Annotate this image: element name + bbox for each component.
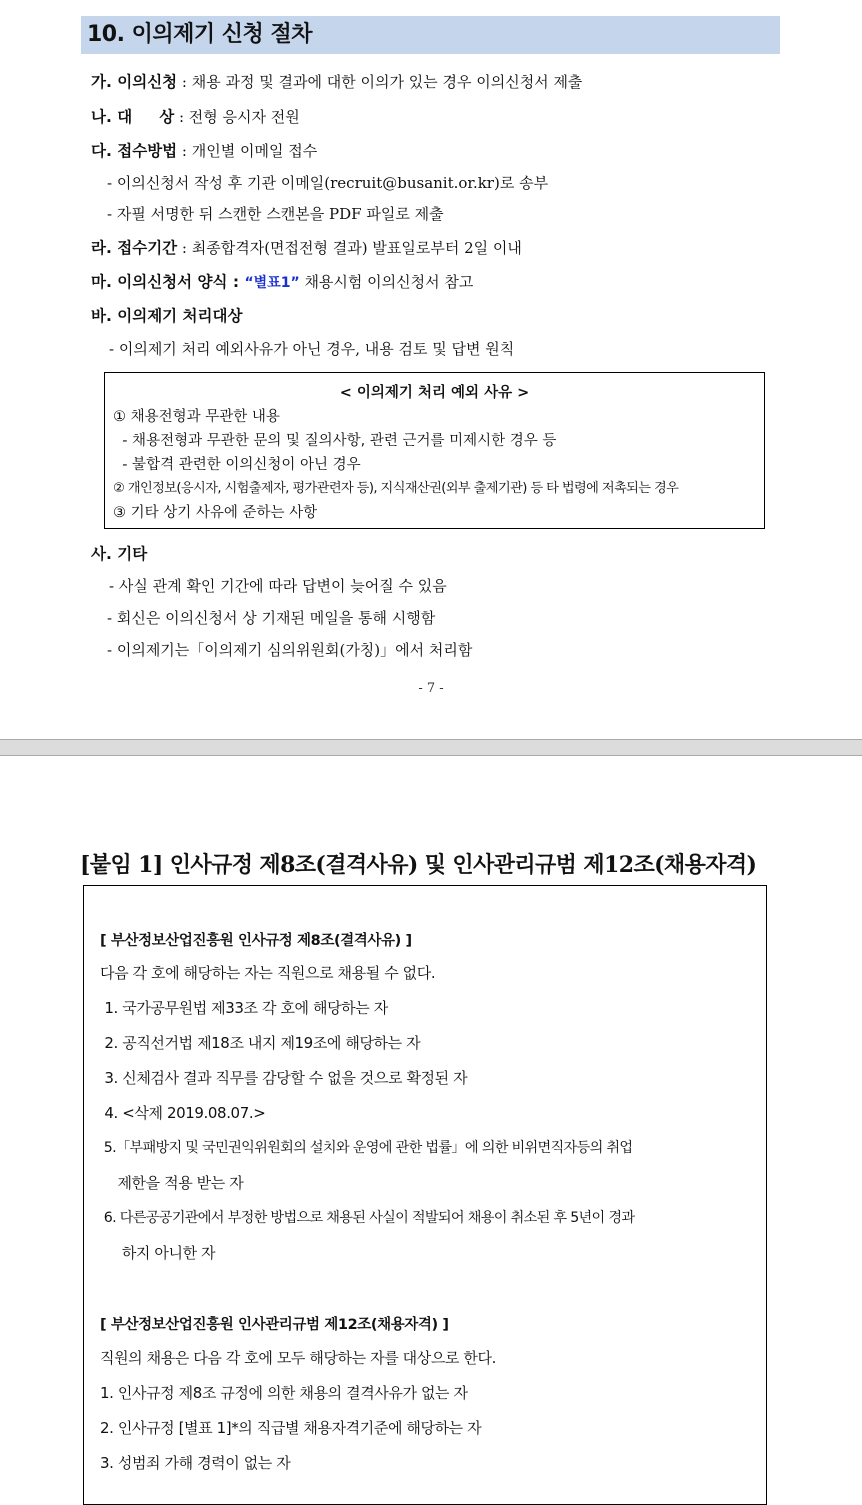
- page-number: - 7 -: [418, 681, 444, 696]
- regulation-heading: [ 부산정보산업진흥원 인사규정 제8조(결격사유) ]: [100, 933, 412, 949]
- bullet-email-send: - 이의신청서 작성 후 기관 이메일(recruit@busanit.or.kr)로 송부: [107, 174, 549, 192]
- regulation-item: 3. 성범죄 가해 경력이 없는 자: [100, 1454, 291, 1472]
- exception-row: - 채용전형과 무관한 문의 및 질의사항, 관련 근거를 미제시한 경우 등: [113, 433, 557, 449]
- section-title: 10. 이의제기 신청 절차: [81, 16, 780, 54]
- bullet-other: - 사실 관계 확인 기간에 따라 답변이 늦어질 수 있음: [109, 577, 447, 595]
- regulation-item: 2. 인사규정 [별표 1]*의 직급별 채용자격기준에 해당하는 자: [100, 1419, 482, 1437]
- item-target: 나. 대 상 : 전형 응시자 전원: [91, 108, 300, 126]
- page-separator: [0, 739, 862, 756]
- exception-row: ① 채용전형과 무관한 내용: [113, 409, 280, 425]
- regulation-item: 5.「부패방지 및 국민권익위원회의 설치와 운영에 관한 법률」에 의한 비위면직자등의 취업: [100, 1140, 633, 1156]
- exception-box: [104, 372, 765, 529]
- item-objection-application: 가. 이의신청 : 채용 과정 및 결과에 대한 이의가 있는 경우 이의신청서 제출: [91, 73, 583, 91]
- item-other: 사. 기타: [91, 545, 148, 563]
- regulation-item-cont: 하지 아니한 자: [100, 1244, 216, 1262]
- bullet-other: - 이의제기는「이의제기 심의위원회(가칭)」에서 처리함: [107, 641, 473, 659]
- regulation-box: [83, 885, 767, 1505]
- regulation-item: 1. 국가공무원법 제33조 각 호에 해당하는 자: [100, 999, 388, 1017]
- appendix-1-reference: “별표1”: [244, 275, 300, 291]
- exception-box-title: < 이의제기 처리 예외 사유 >: [339, 385, 530, 401]
- exception-row: - 불합격 관련한 이의신청이 아닌 경우: [113, 457, 361, 473]
- item-form: 마. 이의신청서 양식 : “별표1” 채용시험 이의신청서 참고: [91, 273, 474, 291]
- bullet-other: - 회신은 이의신청서 상 기재된 메일을 통해 시행함: [107, 609, 436, 627]
- document-page-attachment: [0, 756, 862, 1489]
- regulation-item: 2. 공직선거법 제18조 내지 제19조에 해당하는 자: [100, 1034, 421, 1052]
- item-submission-period: 라. 접수기간 : 최종합격자(면접전형 결과) 발표일로부터 2일 이내: [91, 239, 522, 257]
- regulation-intro: 직원의 채용은 다음 각 호에 모두 해당하는 자를 대상으로 한다.: [100, 1349, 496, 1367]
- item-processing-target: 바. 이의제기 처리대상: [91, 307, 243, 325]
- bullet-review-principle: - 이의제기 처리 예외사유가 아닌 경우, 내용 검토 및 답변 원칙: [109, 340, 515, 358]
- regulation-item: 1. 인사규정 제8조 규정에 의한 채용의 결격사유가 없는 자: [100, 1384, 468, 1402]
- regulation-intro: 다음 각 호에 해당하는 자는 직원으로 채용될 수 없다.: [100, 964, 436, 982]
- regulation-item: 4. <삭제 2019.08.07.>: [100, 1104, 266, 1122]
- regulation-item-cont: 제한을 적용 받는 자: [100, 1174, 244, 1192]
- exception-row: ② 개인정보(응시자, 시험출제자, 평가관련자 등), 지식재산권(외부 출제기관) 등 타 법령에 저촉되는 경우: [113, 481, 679, 496]
- document-page-7: [0, 0, 862, 739]
- exception-row: ③ 기타 상기 사유에 준하는 사항: [113, 505, 318, 521]
- bullet-pdf-submit: - 자필 서명한 뒤 스캔한 스캔본을 PDF 파일로 제출: [107, 205, 444, 223]
- item-submission-method: 다. 접수방법 : 개인별 이메일 접수: [91, 142, 318, 160]
- regulation-item: 3. 신체검사 결과 직무를 감당할 수 없을 것으로 확정된 자: [100, 1069, 468, 1087]
- attachment-title: [붙임 1] 인사규정 제8조(결격사유) 및 인사관리규범 제12조(채용자격): [80, 852, 757, 878]
- regulation-heading: [ 부산정보산업진흥원 인사관리규범 제12조(채용자격) ]: [100, 1317, 449, 1333]
- regulation-item: 6. 다른공공기관에서 부정한 방법으로 채용된 사실이 적발되어 채용이 취소된 후 5년이 경과: [100, 1210, 635, 1226]
